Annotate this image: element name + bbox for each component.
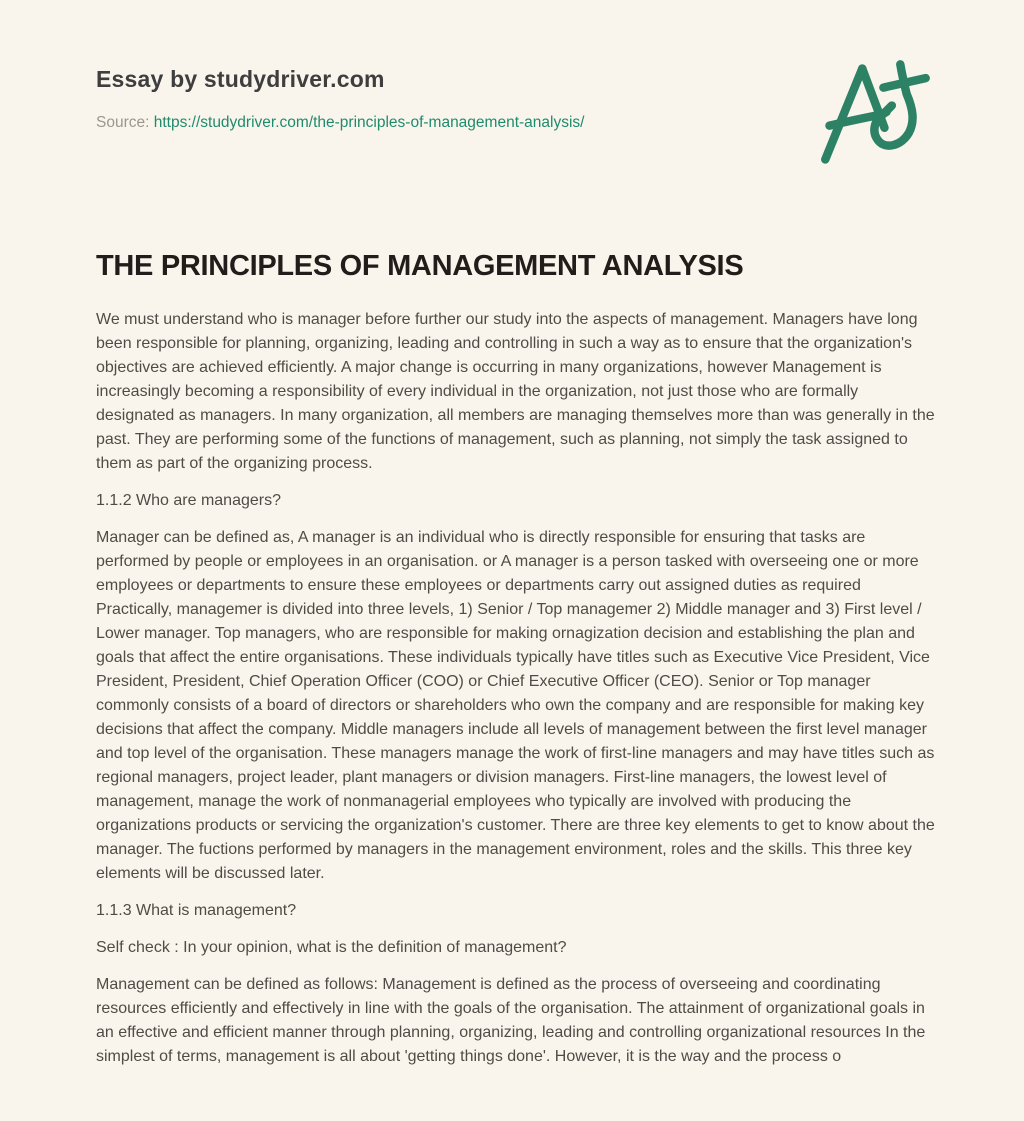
document-title: THE PRINCIPLES OF MANAGEMENT ANALYSIS [96, 250, 744, 282]
source-url-link[interactable]: https://studydriver.com/the-principles-of-management-analysis/ [153, 114, 585, 131]
section-heading-who-are-managers: 1.1.2 Who are managers? [96, 492, 281, 509]
paragraph-intro: We must understand who is manager before further our study into the aspects of management. Managers have long been responsible for planning, organizing, leading and controlling in such a way as to ensure that the organization's objectives are achieved efficiently. A major change is occurring in many organizations, however Management is increasingly becoming a responsibility of every individual in the organization, not just those who are formally designated as managers. In many organization, all members are managing themselves more than was generally in the past. They are performing some of the functions of management, such as planning, not simply the task assigned to them as part of the organizing process. [96, 311, 935, 472]
source-label: Source: [96, 114, 150, 131]
source-line [96, 114, 936, 132]
essay-header-title: Essay by studydriver.com [96, 66, 385, 92]
paragraph-management-definition: Management can be defined as follows: Management is defined as the process of overseeing and coordinating resources efficiently and effectively in line with the goals of the organisation. The attainment of organizational goals in an effective and efficient manner through planning, organizing, leading and controlling organizational resources In the simplest of terms, management is all about 'getting things done'. However, it is the way and the process o [96, 976, 926, 1065]
paragraph-manager-definition: Manager can be defined as, A manager is an individual who is directly responsible for ensuring that tasks are performed by people or employees in an organisation. or A manager is a person tasked with overseeing one or more employees or departments to ensure these employees or departments carry out assigned duties as required Practically, managemer is divided into three levels, 1) Senior / Top managemer 2) Middle manager and 3) First level / Lower manager. Top managers, who are responsible for making ornagization decision and establishing the plan and goals that affect the entire organisations. These individuals typically have titles such as Executive Vice President, Vice President, President, Chief Operation Officer (COO) or Chief Executive Officer (CEO). Senior or Top manager commonly consists of a board of directors or shareholders who own the company and are responsible for making key decisions that affect the company. Middle managers include all levels of management between the first level manager and top level of the organisation. These managers manage the work of first-line managers and may have titles such as regional managers, project leader, plant managers or division managers. First-line managers, the lowest level of management, manage the work of nonmanagerial employees who typically are involved with producing the organizations products or servicing the organization's customer. There are three key elements to get to know about the manager. The fuctions performed by managers in the management environment, roles and the skills. This three key elements will be discussed later. [96, 529, 935, 882]
a-plus-logo-icon [820, 55, 932, 173]
section-heading-what-is-management: 1.1.3 What is management? [96, 902, 297, 919]
document-body [96, 308, 936, 1069]
paragraph-self-check: Self check : In your opinion, what is the definition of management? [96, 939, 567, 956]
